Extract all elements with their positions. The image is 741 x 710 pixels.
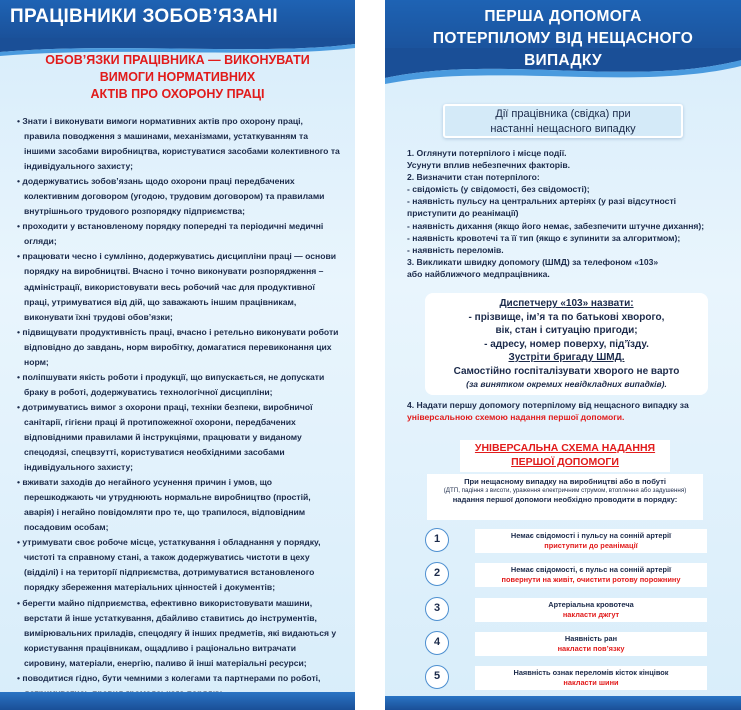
actions-heading — [443, 104, 683, 138]
scheme-title-line: ПЕРШОЇ ДОПОМОГИ — [511, 455, 619, 468]
scheme-step-box — [475, 563, 707, 587]
scheme-step-number: 4 — [425, 631, 449, 655]
scheme-intro-note: (ДТП, падіння з висоти, ураження електричним струмом, втоплення або задушення) — [443, 487, 687, 494]
scheme-title-line: УНІВЕРСАЛЬНА СХЕМА НАДАННЯ — [474, 442, 656, 454]
duty-item: • вживати заходів до негайного усунення причин і умов, що перешкоджають чи утруднюють нормальне виробництво (простій, аварія) і негайно повідомляти про те, що трапилося, відповідним посадовим особам; — [17, 477, 311, 533]
step-4-red: універсальною схемою надання першої допомоги. — [407, 412, 625, 423]
step-line: - наявність переломів. — [407, 244, 504, 255]
scheme-step — [425, 528, 713, 552]
duty-item: • додержуватись зобов’язань щодо охорони праці передбачених колективним договором (угодою, трудовим договором) та правилами внутрішнього трудового розпорядку підприємства; — [17, 176, 325, 217]
scheme-step-box — [475, 632, 707, 656]
scheme-step-action: накласти джгут — [562, 610, 620, 619]
dispatcher-heading: Диспетчеру «103» назвати: — [499, 298, 634, 309]
dispatcher-line: вік, стан і ситуацію пригоди; — [495, 325, 638, 336]
scheme-step-text: Наявність ознак переломів кісток кінцівок — [513, 668, 669, 677]
scheme-step-box — [475, 666, 707, 690]
duty-item: • утримувати своє робоче місце, устаткування і обладнання у порядку, чистоті та справному стані, а також додержуватись чистоти в цеху (відділі) і на території підприємства, дотримуватися встановленого порядку збереження матеріальних цінностей і документів; — [17, 537, 321, 593]
step-line: 2. Визначити стан потерпілого: — [407, 172, 540, 183]
dispatcher-note: (за винятком окремих невідкладних випадків). — [466, 379, 667, 389]
left-title: ПРАЦІВНИКИ ЗОБОВ’ЯЗАНІ — [10, 6, 278, 27]
left-footer-bar — [0, 692, 355, 710]
scheme-step-action: накласти пов’язку — [557, 644, 625, 653]
scheme-step-action: повернути на живіт, очистити ротову порожнину — [501, 575, 681, 584]
scheme-title — [460, 440, 670, 472]
step-4 — [407, 399, 725, 423]
step-line: - наявність пульсу на центральних артеріях (у разі відсутності приступити до реанімації) — [407, 196, 677, 219]
scheme-step — [425, 597, 713, 621]
scheme-step-number: 1 — [425, 528, 449, 552]
duty-item: • поводитися гідно, бути чемними з колегами та партнерами по роботі, — [17, 672, 321, 683]
left-poster — [0, 0, 355, 710]
right-poster — [385, 0, 741, 710]
right-title — [395, 6, 731, 72]
left-subtitle-line: ОБОВ’ЯЗКИ ПРАЦІВНИКА — ВИКОНУВАТИ — [45, 53, 310, 67]
scheme-step-action: приступити до реанімації — [544, 541, 638, 550]
step-line: - наявність кровотечі та її тип (якщо є зупинити за алгоритмом); — [407, 232, 681, 243]
scheme-intro-line: При нещасному випадку на виробництві або в побуті — [464, 477, 666, 486]
actions-heading-line: Дії працівника (свідка) при — [495, 108, 631, 120]
left-subtitle-line: ВИМОГИ НОРМАТИВНИХ — [99, 70, 256, 84]
left-header — [0, 0, 355, 42]
duty-item: • підвищувати продуктивність праці, вчасно і ретельно виконувати роботи відповідно до завдань, норм виробітку, домагатися перевиконання цих норм; — [17, 326, 339, 367]
scheme-step-text: Немає свідомості, є пульс на сонній артерії — [510, 565, 672, 574]
right-title-line: ПЕРША ДОПОМОГА — [484, 8, 642, 25]
right-title-line: ВИПАДКУ — [524, 52, 602, 69]
scheme-intro — [427, 474, 703, 520]
dispatcher-meet: Зустріти бригаду ШМД. — [508, 352, 625, 363]
scheme-step-text: Наявність ран — [564, 634, 618, 643]
right-footer-bar — [385, 696, 741, 710]
step-line: - наявність дихання (якщо його немає, забезпечити штучне дихання); — [407, 220, 705, 231]
dispatcher-line: - адресу, номер поверху, під’їзду. — [484, 338, 649, 350]
scheme-step-box — [475, 529, 707, 553]
duty-item: • дотримуватись вимог з охорони праці, техніки безпеки, виробничої санітарії, гігієни праці й протипожежної охорони, передбачених відповідними правилами й інструкціями, працювати у виданому спецодязі, спецвзутті, користуватися необхідними засобами індивідуального захисту; — [17, 401, 313, 473]
duties-list — [17, 114, 341, 701]
scheme-step-number: 2 — [425, 562, 449, 586]
first-aid-steps — [407, 147, 727, 280]
step-4-text: 4. Надати першу допомогу потерпілому від нещасного випадку за — [407, 400, 689, 410]
scheme-step — [425, 562, 713, 586]
scheme-intro-line: надання першої допомоги необхідно проводити в порядку: — [452, 495, 678, 504]
scheme-step-number: 3 — [425, 597, 449, 621]
right-title-line: ПОТЕРПІЛОМУ ВІД НЕЩАСНОГО — [432, 30, 694, 47]
scheme-step-text: Артеріальна кровотеча — [548, 600, 634, 609]
actions-heading-line: настанні нещасного випадку — [490, 123, 636, 135]
left-subtitle — [20, 52, 335, 103]
duty-item: • проходити у встановленому порядку попередні та періодичні медичні огляди; — [17, 221, 324, 247]
scheme-step — [425, 665, 713, 689]
step-line: або найближчого медпрацівника. — [407, 268, 550, 279]
step-line: 3. Викликати швидку допомогу (ШМД) за телефоном «103» — [407, 256, 659, 267]
scheme-step — [425, 631, 713, 655]
step-line: 1. Оглянути потерпілого і місце події. — [407, 148, 567, 158]
scheme-step-action: накласти шини — [563, 678, 619, 687]
step-line: Усунути вплив небезпечних факторів. — [407, 160, 571, 171]
dispatcher-box — [425, 293, 708, 395]
duty-item: • працювати чесно і сумлінно, додержуватись дисципліни праці — основи порядку на виробництві. Вчасно і точно виконувати розпорядження – адміністрації, використовувати весь робочий час для продуктивної праці, утримуватися від дій, що заважають іншим працівникам, виконувати їхні трудові обов’язки; — [17, 251, 337, 322]
duty-item: • берегти майно підприємства, ефективно використовувати машини, верстати й інше устаткування, дбайливо ставитись до інструментів, вимірювальних приладів, спецодягу й інших предметів, які видаються у користування працівникам, ощадливо і раціонально витрачати сировину, матеріали, енергію, паливо й інші матеріальні ресурси; — [17, 597, 337, 668]
scheme-step-box — [475, 598, 707, 622]
scheme-step-number: 5 — [425, 665, 449, 689]
dispatcher-self: Самостійно госпіталізувати хворого не варто — [453, 365, 680, 377]
step-line: - свідомість (у свідомості, без свідомості); — [407, 184, 590, 195]
left-subtitle-line: АКТІВ ПРО ОХОРОНУ ПРАЦІ — [90, 87, 265, 101]
duty-item: • Знати і виконувати вимоги нормативних актів про охорону праці, правила поводження з машинами, механізмами, устаткуванням та іншими засобами виробництва, користуватися засобами колективного та індивідуального захисту; — [17, 116, 340, 172]
scheme-step-text: Немає свідомості і пульсу на сонній артерії — [510, 531, 672, 540]
dispatcher-line: - прізвище, ім’я та по батькові хворого, — [468, 311, 665, 323]
duty-item: • поліпшувати якість роботи і продукції, що випускається, не допускати браку в роботі, додержуватись технологічної дисципліни; — [17, 371, 325, 397]
